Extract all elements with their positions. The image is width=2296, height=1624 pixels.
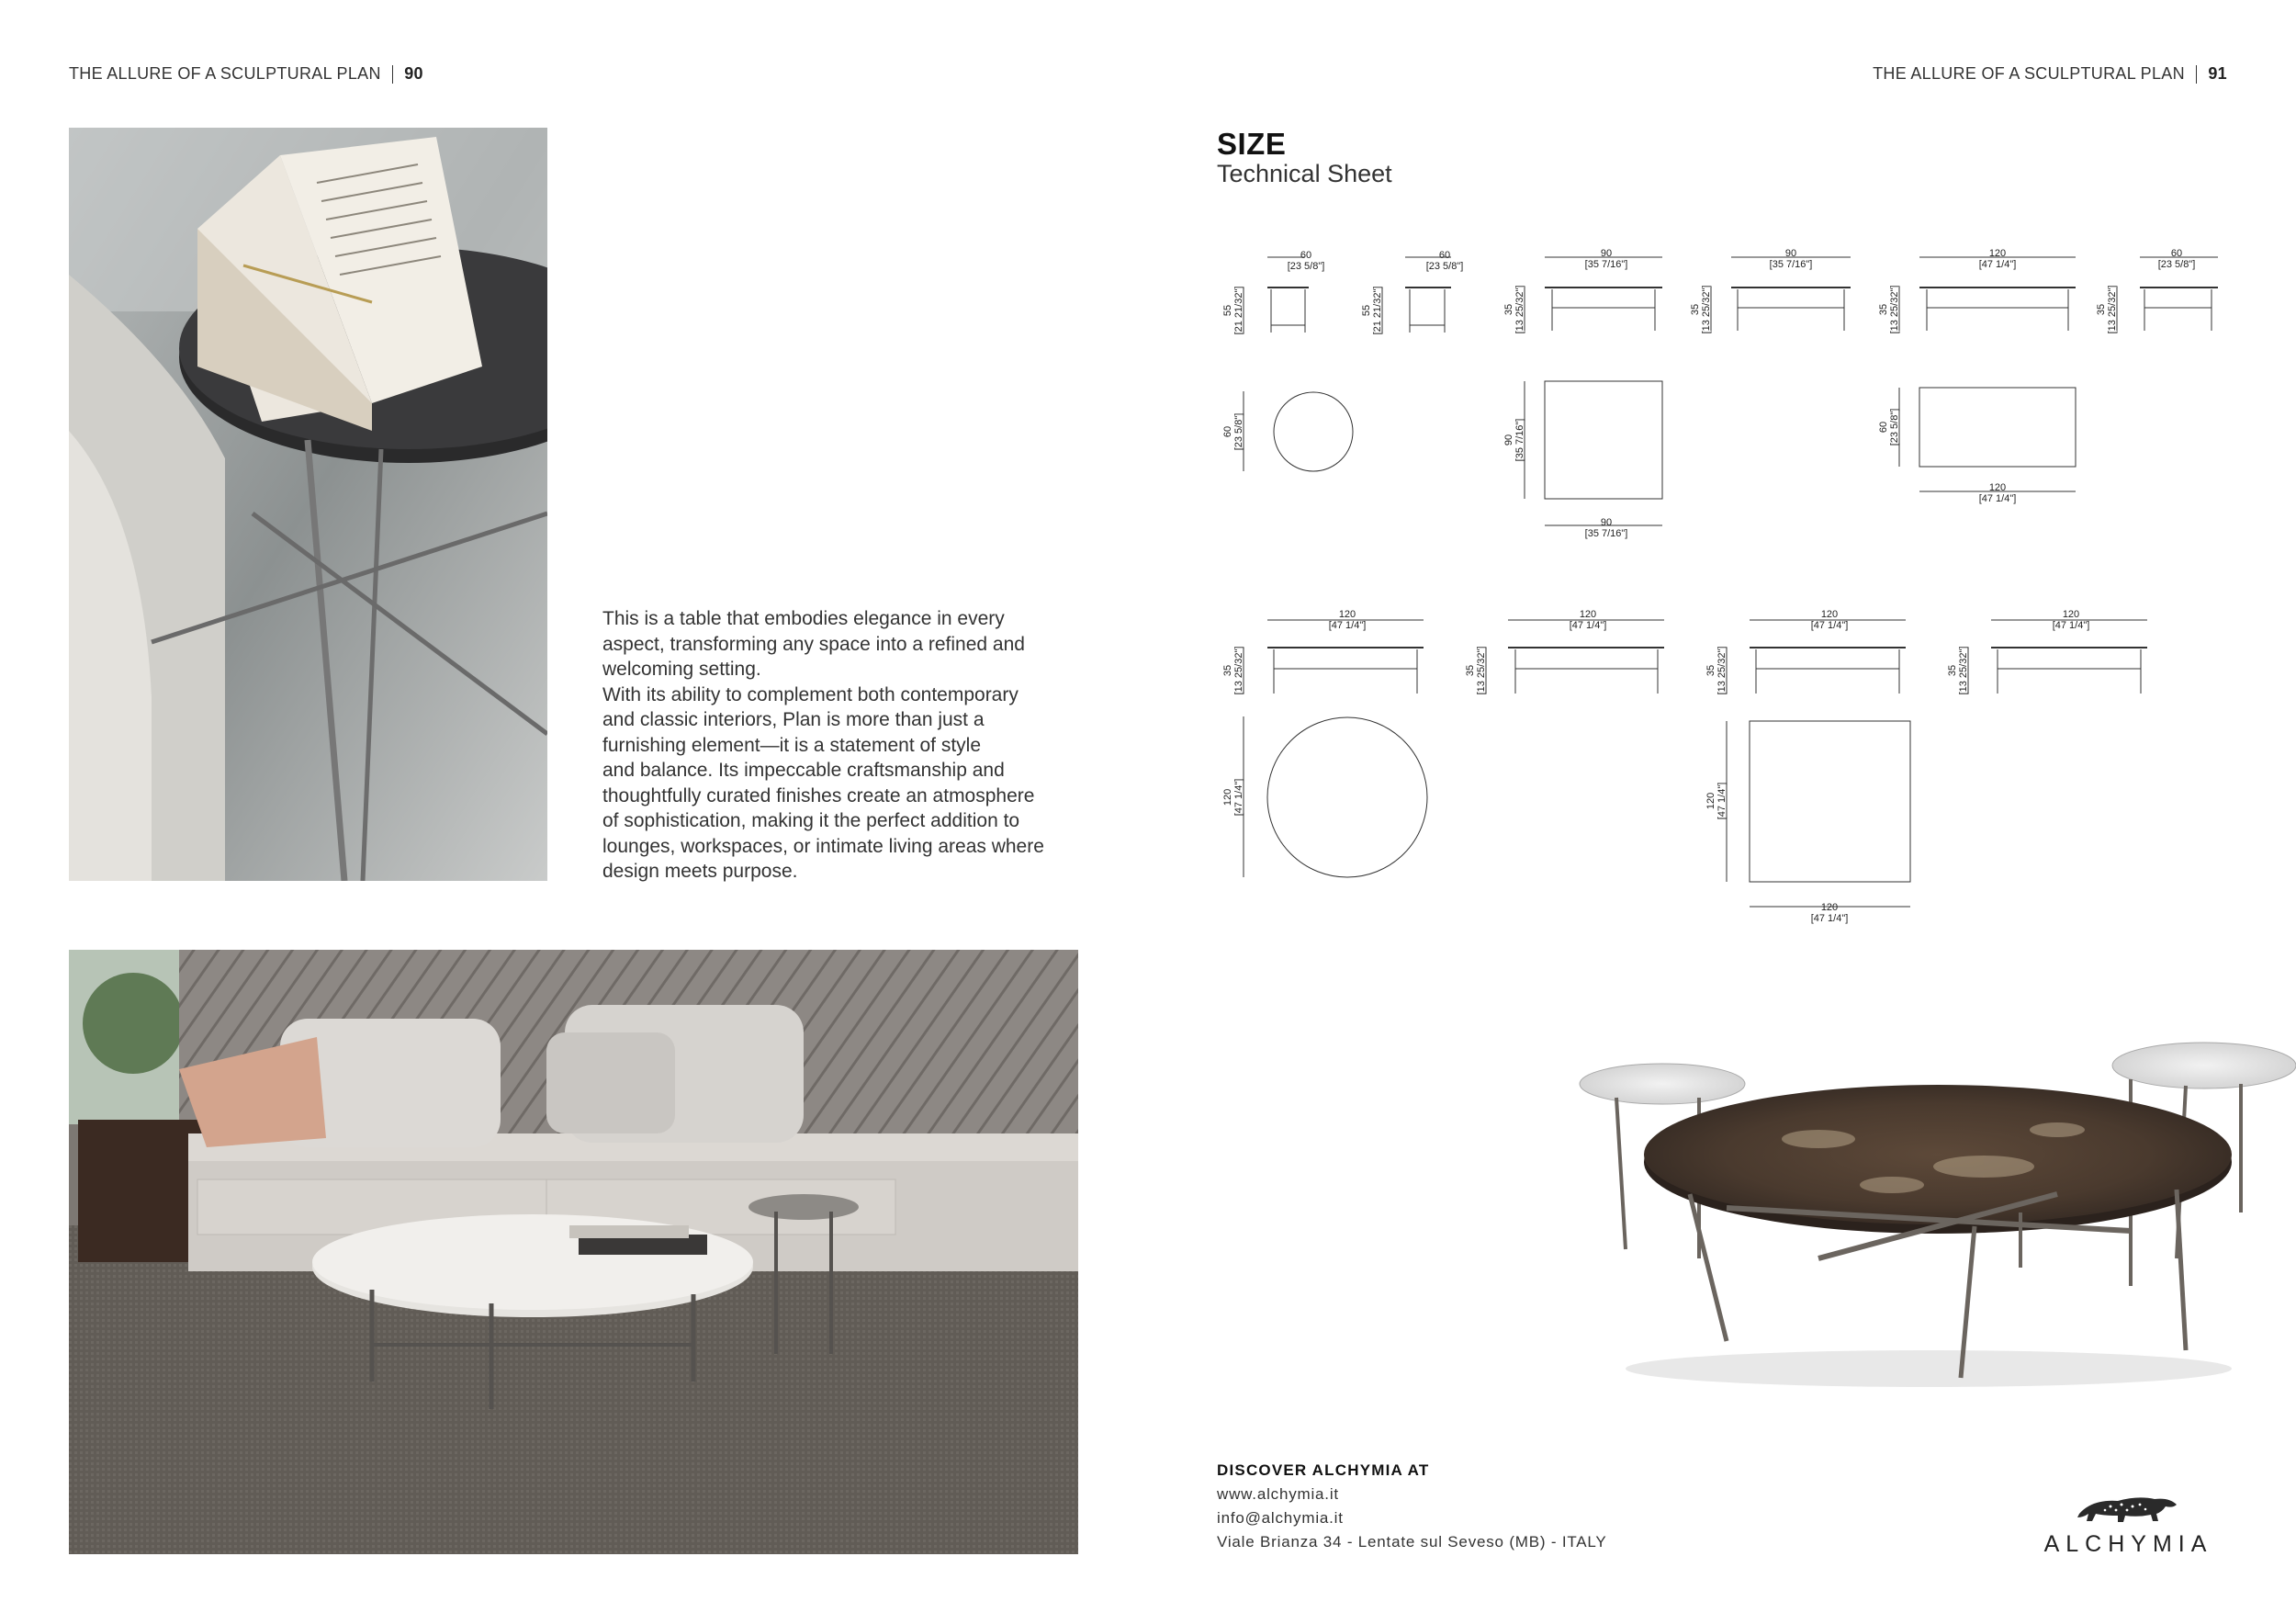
dim-label: [23 5/8"] <box>2157 259 2196 270</box>
header-divider <box>392 65 394 84</box>
technical-drawings <box>1212 230 2241 937</box>
dim-label: [13 25/32"] <box>1514 285 1525 334</box>
drawing-120x60-rect-top <box>1919 388 2076 467</box>
dim-label: [47 1/4"] <box>1328 620 1367 631</box>
header-divider <box>2196 65 2198 84</box>
dim-label: [47 1/4"] <box>1978 259 2017 270</box>
email-link[interactable]: info@alchymia.it <box>1217 1509 1344 1527</box>
dim-label: [13 25/32"] <box>1476 646 1487 695</box>
drawing-120-h35-side-row3-4 <box>1968 620 2147 694</box>
drawing-120-h35-side-row3-2 <box>1486 620 1664 694</box>
dim-label: 35 <box>1947 664 1958 677</box>
dim-label: 120 <box>1222 788 1233 806</box>
website-link[interactable]: www.alchymia.it <box>1217 1485 1339 1503</box>
dim-label: 90 <box>1503 434 1514 446</box>
size-title: SIZE <box>1217 127 1287 161</box>
dim-label: 120 <box>1820 609 1839 620</box>
dim-label: 120 <box>1705 792 1716 810</box>
technical-sheet-subtitle: Technical Sheet <box>1217 160 1392 187</box>
dim-label: [35 7/16"] <box>1584 528 1628 539</box>
dim-label: 35 <box>1690 303 1701 316</box>
dim-label: [21 21/32"] <box>1233 286 1244 335</box>
dim-label: 35 <box>1705 664 1716 677</box>
plan-tables-product-photo <box>1543 1029 2296 1415</box>
header-title: THE ALLURE OF A SCULPTURAL PLAN <box>69 64 381 83</box>
drawing-60-round-top <box>1274 392 1353 471</box>
dim-label: [13 25/32"] <box>1958 646 1969 695</box>
dim-label: 120 <box>1988 248 2007 259</box>
header-title: THE ALLURE OF A SCULPTURAL PLAN <box>1873 64 2185 83</box>
dim-label: 120 <box>1820 902 1839 913</box>
page-number: 90 <box>404 64 423 83</box>
dim-label: 60 <box>1878 421 1889 434</box>
dim-label: [23 5/8"] <box>1287 261 1325 272</box>
dim-label: 35 <box>1465 664 1476 677</box>
dim-label: 120 <box>1988 482 2007 493</box>
dim-label: [13 25/32"] <box>1716 646 1728 695</box>
drawing-120-h35-side-row3 <box>1244 620 1424 694</box>
dim-label: 120 <box>1579 609 1597 620</box>
page-header-right <box>1873 64 2227 84</box>
dim-label: 60 <box>1222 425 1233 438</box>
dim-label: [13 25/32"] <box>2107 285 2118 334</box>
dim-label: [21 21/32"] <box>1372 286 1383 335</box>
dim-label: [23 5/8"] <box>1889 408 1900 446</box>
dim-label: [47 1/4"] <box>1810 620 1849 631</box>
dim-label: 120 <box>1338 609 1356 620</box>
dim-label: [35 7/16"] <box>1514 418 1525 462</box>
dim-label: 90 <box>1600 517 1613 528</box>
dim-label: [35 7/16"] <box>1584 259 1628 270</box>
dim-label: [47 1/4"] <box>1233 778 1244 817</box>
dim-label: [13 25/32"] <box>1889 285 1900 334</box>
dim-label: [47 1/4"] <box>2052 620 2090 631</box>
book-table-photo <box>69 128 547 881</box>
dim-label: [47 1/4"] <box>1569 620 1607 631</box>
dim-label: 60 <box>2170 248 2183 259</box>
dim-label: 35 <box>1222 664 1233 677</box>
dim-label: 35 <box>2096 303 2107 316</box>
dim-label: [13 25/32"] <box>1701 285 1712 334</box>
drawing-120-round-top <box>1267 717 1427 877</box>
dim-label: 60 <box>1300 250 1312 261</box>
dim-label: 90 <box>1600 248 1613 259</box>
intro-paragraph: This is a table that embodies elegance in every aspect, transforming any space into a refined and welcoming setting. With its ability to complement both contemporary and classic interiors, Plan is more than just a furnishing element—it is a statement of style and balance. Its impeccable craftsmanship and thoughtfully curated finishes create an atmosphere of sophistication, making it the perfect addition to lounges, workspaces, or intimate living areas where design meets purpose. <box>602 608 1044 882</box>
dim-label: 120 <box>2062 609 2080 620</box>
dim-label: 35 <box>1503 303 1514 316</box>
address: Viale Brianza 34 - Lentate sul Seveso (MB) - ITALY <box>1217 1533 1607 1551</box>
page-number: 91 <box>2208 64 2227 83</box>
dim-label: [47 1/4"] <box>1978 493 2017 504</box>
dim-label: 60 <box>1438 250 1451 261</box>
dim-label: 55 <box>1361 304 1372 317</box>
dim-label: [47 1/4"] <box>1810 913 1849 924</box>
dim-label: [13 25/32"] <box>1233 646 1244 695</box>
living-room-photo <box>69 950 1078 1554</box>
page-header-left <box>69 64 423 84</box>
dim-label: 90 <box>1784 248 1797 259</box>
dim-label: [47 1/4"] <box>1716 782 1728 820</box>
dim-label: [35 7/16"] <box>1769 259 1813 270</box>
drawing-120-square-top <box>1750 721 1910 882</box>
drawing-120-h35-side-row3-3 <box>1727 620 1906 694</box>
dim-label: [23 5/8"] <box>1233 412 1244 451</box>
dim-label: 55 <box>1222 304 1233 317</box>
dim-label: [23 5/8"] <box>1425 261 1464 272</box>
leopard-icon <box>2074 1490 2184 1525</box>
dim-label: 35 <box>1878 303 1889 316</box>
drawing-90-square-top <box>1545 381 1662 499</box>
brand-logo <box>2030 1490 2227 1558</box>
footer-title: DISCOVER ALCHYMIA AT <box>1217 1461 1430 1479</box>
brand-name: ALCHYMIA <box>2043 1531 2213 1557</box>
contact-footer <box>1217 1459 1607 1554</box>
